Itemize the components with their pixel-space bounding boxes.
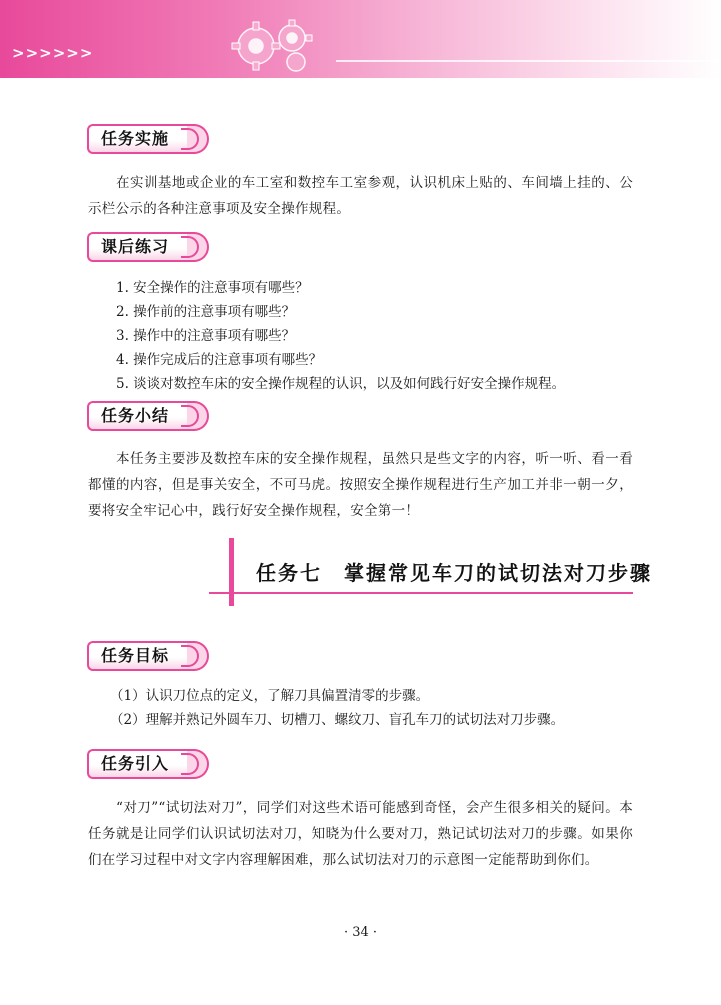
- summary-text: 本任务主要涉及数控车床的安全操作规程，虽然只是些文字的内容，听一听、看一看都懂的内容，但是事关安全，不可马虎。按照安全操作规程进行生产加工并非一朝一夕，要将安全牢记心中，践行好安全操作规程，安全第一！: [88, 451, 633, 519]
- section-title: 课后练习: [101, 237, 170, 256]
- section-title: 任务引入: [101, 754, 170, 773]
- section-heading-implementation: [87, 124, 209, 154]
- section-title: 任务实施: [101, 129, 170, 148]
- chevrons-decoration: >>>>>>: [12, 44, 94, 62]
- header-rule: [336, 60, 721, 62]
- section-title: 任务小结: [101, 406, 170, 425]
- gears-icon: [226, 16, 326, 76]
- task-title-bar: [229, 538, 234, 606]
- section-heading-goals: [87, 641, 209, 671]
- section-heading-summary: [87, 401, 209, 431]
- goal-list: [110, 684, 630, 732]
- task-title-underline: [209, 592, 633, 594]
- intro-text: “对刀”“试切法对刀”，同学们对这些术语可能感到奇怪，会产生很多相关的疑问。本任务就是让同学们认识试切法对刀，知晓为什么要对刀，熟记试切法对刀的步骤。如果你们在学习过程中对文字内容理解困难，那么试切法对刀的示意图一定能帮助到你们。: [88, 800, 633, 868]
- list-item: 3. 操作中的注意事项有哪些？: [116, 328, 296, 344]
- list-item: （1）认识刀位点的定义，了解刀具偏置清零的步骤。: [110, 688, 430, 704]
- section-heading-exercises: [87, 232, 209, 262]
- page-number: · 34 ·: [343, 925, 378, 940]
- list-item: 5. 谈谈对数控车床的安全操作规程的认识，以及如何践行好安全操作规程。: [116, 376, 566, 392]
- section-title: 任务目标: [101, 646, 170, 665]
- exercise-list: [116, 276, 636, 396]
- task-title: 任务七 掌握常见车刀的试切法对刀步骤: [256, 561, 652, 585]
- list-item: 4. 操作完成后的注意事项有哪些？: [116, 352, 323, 368]
- list-item: 1. 安全操作的注意事项有哪些？: [116, 280, 309, 296]
- implementation-text: 在实训基地或企业的车工室和数控车工室参观，认识机床上贴的、车间墙上挂的、公示栏公示的各种注意事项及安全操作规程。: [88, 175, 633, 217]
- section-heading-intro: [87, 749, 209, 779]
- list-item: （2）理解并熟记外圆车刀、切槽刀、螺纹刀、盲孔车刀的试切法对刀步骤。: [110, 712, 565, 728]
- list-item: 2. 操作前的注意事项有哪些？: [116, 304, 296, 320]
- page-header-band: [0, 0, 721, 78]
